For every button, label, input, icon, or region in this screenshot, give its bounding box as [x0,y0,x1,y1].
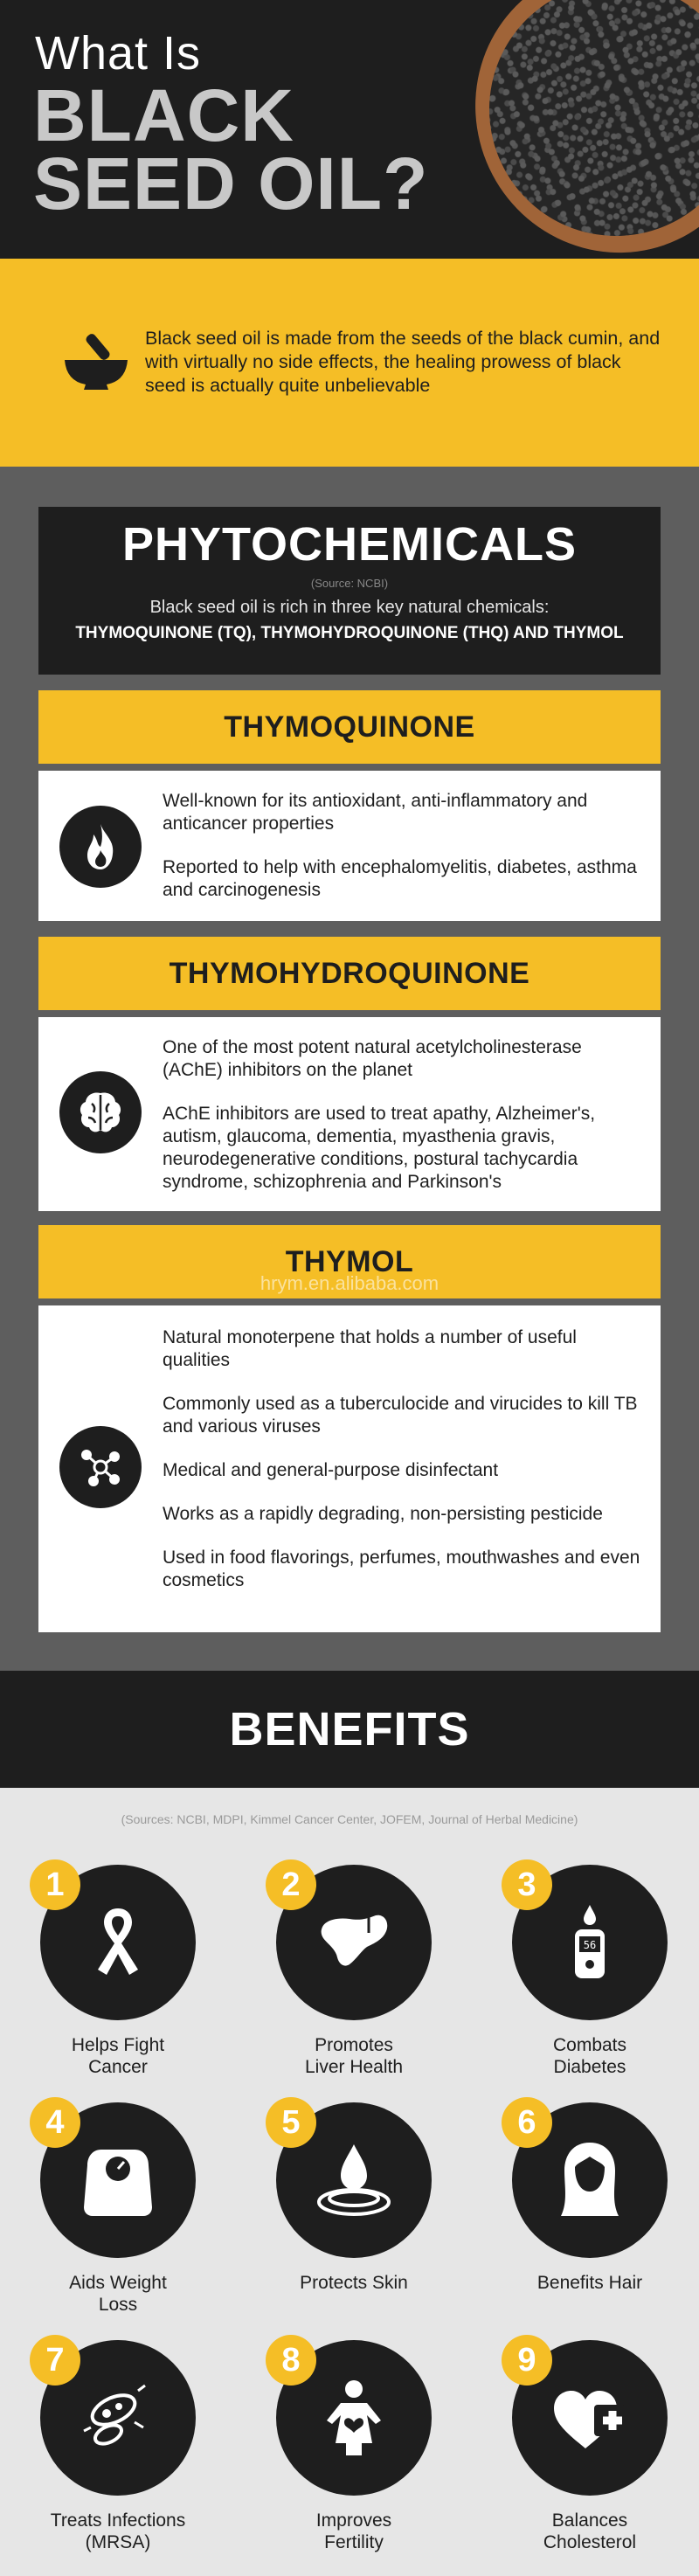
thymol-header: THYMOL [38,1225,661,1298]
benefit-number: 7 [30,2335,80,2386]
title-line-3: SEED OIL? [33,142,429,225]
benefit-label: Combats Diabetes [552,2035,627,2077]
thymoquinone-text [163,790,643,923]
hero-header [0,0,699,259]
thymol-card [38,1305,661,1632]
mortar-pestle-icon [61,330,131,391]
flame-icon [59,806,142,888]
phytochemicals-list: THYMOQUINONE (TQ), THYMOHYDROQUINONE (THQ) AND THYMOL [75,624,624,642]
thymol-point: Used in food flavorings, perfumes, mouthwashes and even cosmetics [163,1548,640,1590]
phytochemicals-source: (Source: NCBI) [310,577,389,590]
title-line-1: What Is [35,27,202,80]
benefit-number: 8 [266,2335,316,2386]
benefits-source: (Sources: NCBI, MDPI, Kimmel Cancer Center, JOFEM, Journal of Herbal Medicine) [121,1812,578,1826]
benefit-label: Promotes Liver Health [304,2035,404,2077]
thymoquinone-point: Reported to help with encephalomyelitis, diabetes, asthma and carcinogenesis [163,857,637,900]
thymol-point: Commonly used as a tuberculocide and virucides to kill TB and various viruses [163,1394,638,1437]
thymol-point: Natural monoterpene that holds a number of useful qualities [163,1327,577,1370]
phytochemicals-title: PHYTOCHEMICALS [121,518,578,571]
benefit-number: 3 [502,1859,552,1910]
benefit-number: 6 [502,2097,552,2148]
thymol-point: Medical and general-purpose disinfectant [163,1460,499,1480]
benefit-label: Improves Fertility [315,2510,392,2552]
benefits-title: BENEFITS [229,1703,470,1755]
phytochemicals-subtitle: Black seed oil is rich in three key natural chemicals: [149,598,550,617]
svg-text:56: 56 [583,1939,597,1951]
watermark: hrym.en.alibaba.com [260,1272,439,1294]
thymoquinone-header: THYMOQUINONE [38,690,661,764]
benefit-number: 4 [30,2097,80,2148]
title-line-2: BLACK [33,74,294,156]
benefit-number: 2 [266,1859,316,1910]
thymol-text [163,1326,643,1613]
benefit-label: Balances Cholesterol [543,2510,637,2552]
brain-icon [59,1071,142,1153]
benefit-label: Treats Infections (MRSA) [50,2510,186,2552]
benefit-number: 9 [502,2335,552,2386]
thymohydroquinone-card [38,1017,661,1211]
benefit-number: 1 [30,1859,80,1910]
thymohydroquinone-header: THYMOHYDROQUINONE [38,937,661,1010]
benefit-label: Protects Skin [300,2273,408,2293]
benefit-label: Aids Weight Loss [69,2273,167,2315]
thymoquinone-point: Well-known for its antioxidant, anti-inflammatory and anticancer properties [163,791,588,834]
intro-banner [0,259,699,467]
benefit-number: 5 [266,2097,316,2148]
intro-text: Black seed oil is made from the seeds of the black cumin, and with virtually no side effects, the healing prowess of black seed is actually quite unbelievable [145,328,661,396]
thymohydroquinone-text [163,1036,643,1215]
thymol-point: Works as a rapidly degrading, non-persisting pesticide [163,1504,603,1524]
thymohydroquinone-point: AChE inhibitors are used to treat apathy, Alzheimer's, autism, glaucoma, dementia, myasthenia gravis, neurodegenerative conditions, postural tachycardia syndrome, schizophrenia and Parkinson's [163,1104,596,1192]
thymoquinone-card [38,771,661,921]
benefit-label: Helps Fight Cancer [71,2035,165,2077]
benefit-label: Benefits Hair [536,2273,643,2293]
thymohydroquinone-point: One of the most potent natural acetylcholinesterase (AChE) inhibitors on the planet [163,1037,582,1080]
benefits-header [0,1671,699,1788]
phytochemicals-header [38,507,661,675]
molecule-icon [59,1426,142,1508]
